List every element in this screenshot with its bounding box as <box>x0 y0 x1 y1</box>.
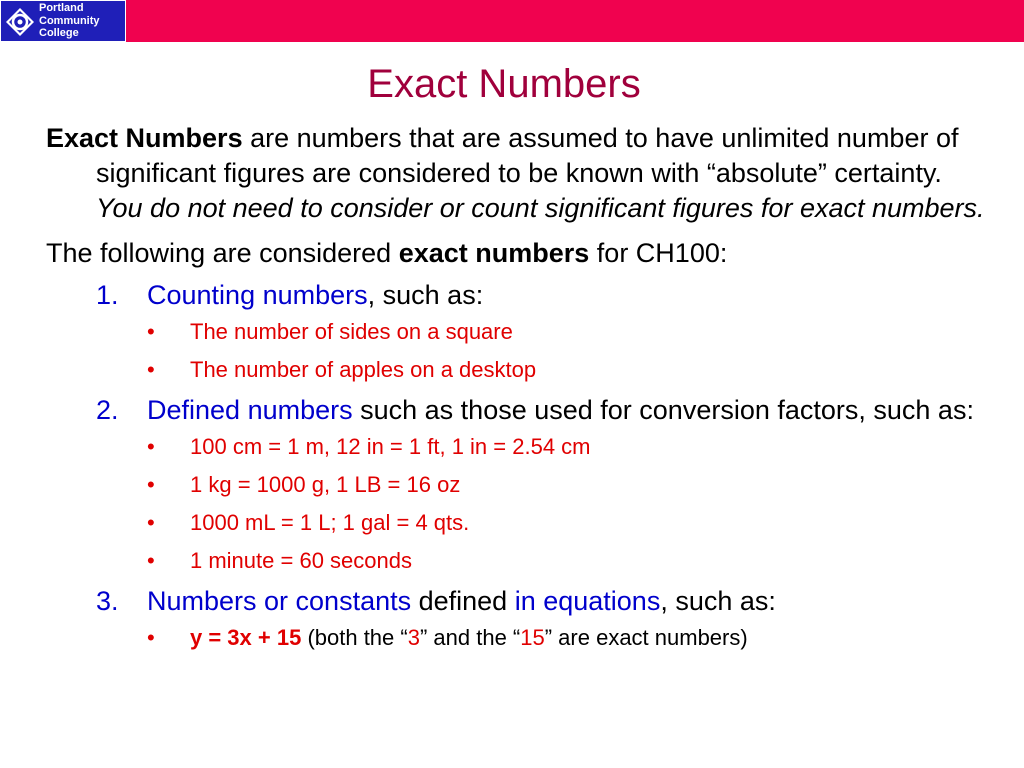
following-pre: The following are considered <box>46 238 399 268</box>
equation-number: 15 <box>520 625 545 650</box>
pcc-logo-icon <box>5 7 35 37</box>
bullet-icon: • <box>147 472 155 497</box>
logo-line: College <box>39 27 79 39</box>
list-item-equations <box>46 585 986 618</box>
list-item <box>46 624 986 651</box>
bullet-icon: • <box>147 434 155 459</box>
bullet-text: 100 cm = 1 m, 12 in = 1 ft, 1 in = 2.54 cm <box>190 434 591 459</box>
list-item <box>46 433 986 460</box>
definition-note: You do not need to consider or count significant figures for exact numbers. <box>96 193 985 223</box>
item-text: defined <box>411 586 515 616</box>
equation-note: (both the “ <box>301 625 408 650</box>
bullet-text: 1000 mL = 1 L; 1 gal = 4 qts. <box>190 510 470 535</box>
item-number: 1. <box>96 280 119 310</box>
definition-text: are numbers that are assumed to have unlimited number of significant figures are considered to be known with “absolute” certainty. <box>96 123 959 188</box>
item-text: , such as: <box>367 280 484 310</box>
equation-text: y = 3x + 15 <box>190 625 302 650</box>
bullet-text: The number of apples on a desktop <box>190 357 537 382</box>
defined-examples <box>46 433 986 574</box>
list-item <box>46 356 986 383</box>
equation-examples <box>46 624 986 651</box>
item-text: such as those used for conversion factors, such as: <box>352 395 974 425</box>
bullet-text: 1 minute = 60 seconds <box>190 548 412 573</box>
list-item <box>46 547 986 574</box>
following-bold: exact numbers <box>398 238 590 268</box>
item-number: 3. <box>96 586 119 616</box>
bullet-icon: • <box>147 319 155 344</box>
logo-line: Portland <box>39 2 84 14</box>
bullet-icon: • <box>147 510 155 535</box>
college-logo[interactable] <box>0 0 126 42</box>
header-bar <box>0 0 1024 42</box>
bullet-icon: • <box>147 357 155 382</box>
equation-number: 3 <box>407 625 420 650</box>
item-text-end: , such as: <box>660 586 776 616</box>
bullet-text: 1 kg = 1000 g, 1 LB = 16 oz <box>190 472 461 497</box>
logo-wordmark <box>39 2 100 40</box>
equation-note: ” and the “ <box>419 625 521 650</box>
list-item-counting <box>46 279 986 312</box>
bullet-icon: • <box>147 548 155 573</box>
bullet-icon: • <box>147 625 155 650</box>
slide-title: Exact Numbers <box>367 62 641 106</box>
definition-paragraph <box>46 121 986 226</box>
logo-line: Community <box>39 14 100 27</box>
definition-term: Exact Numbers <box>46 123 243 153</box>
item-label-2: in equations <box>514 586 661 616</box>
counting-examples <box>46 318 986 383</box>
item-label: Defined numbers <box>147 395 353 425</box>
list-item <box>46 471 986 498</box>
bullet-text: The number of sides on a square <box>190 319 513 344</box>
equation-note: ” are exact numbers) <box>544 625 748 650</box>
list-item <box>46 509 986 536</box>
item-label: Numbers or constants <box>147 586 412 616</box>
slide-body <box>46 121 986 662</box>
item-label: Counting numbers <box>147 280 368 310</box>
list-item-defined <box>46 394 986 427</box>
following-post: for CH100: <box>589 238 728 268</box>
list-item <box>46 318 986 345</box>
item-number: 2. <box>96 395 119 425</box>
following-paragraph <box>46 236 986 271</box>
